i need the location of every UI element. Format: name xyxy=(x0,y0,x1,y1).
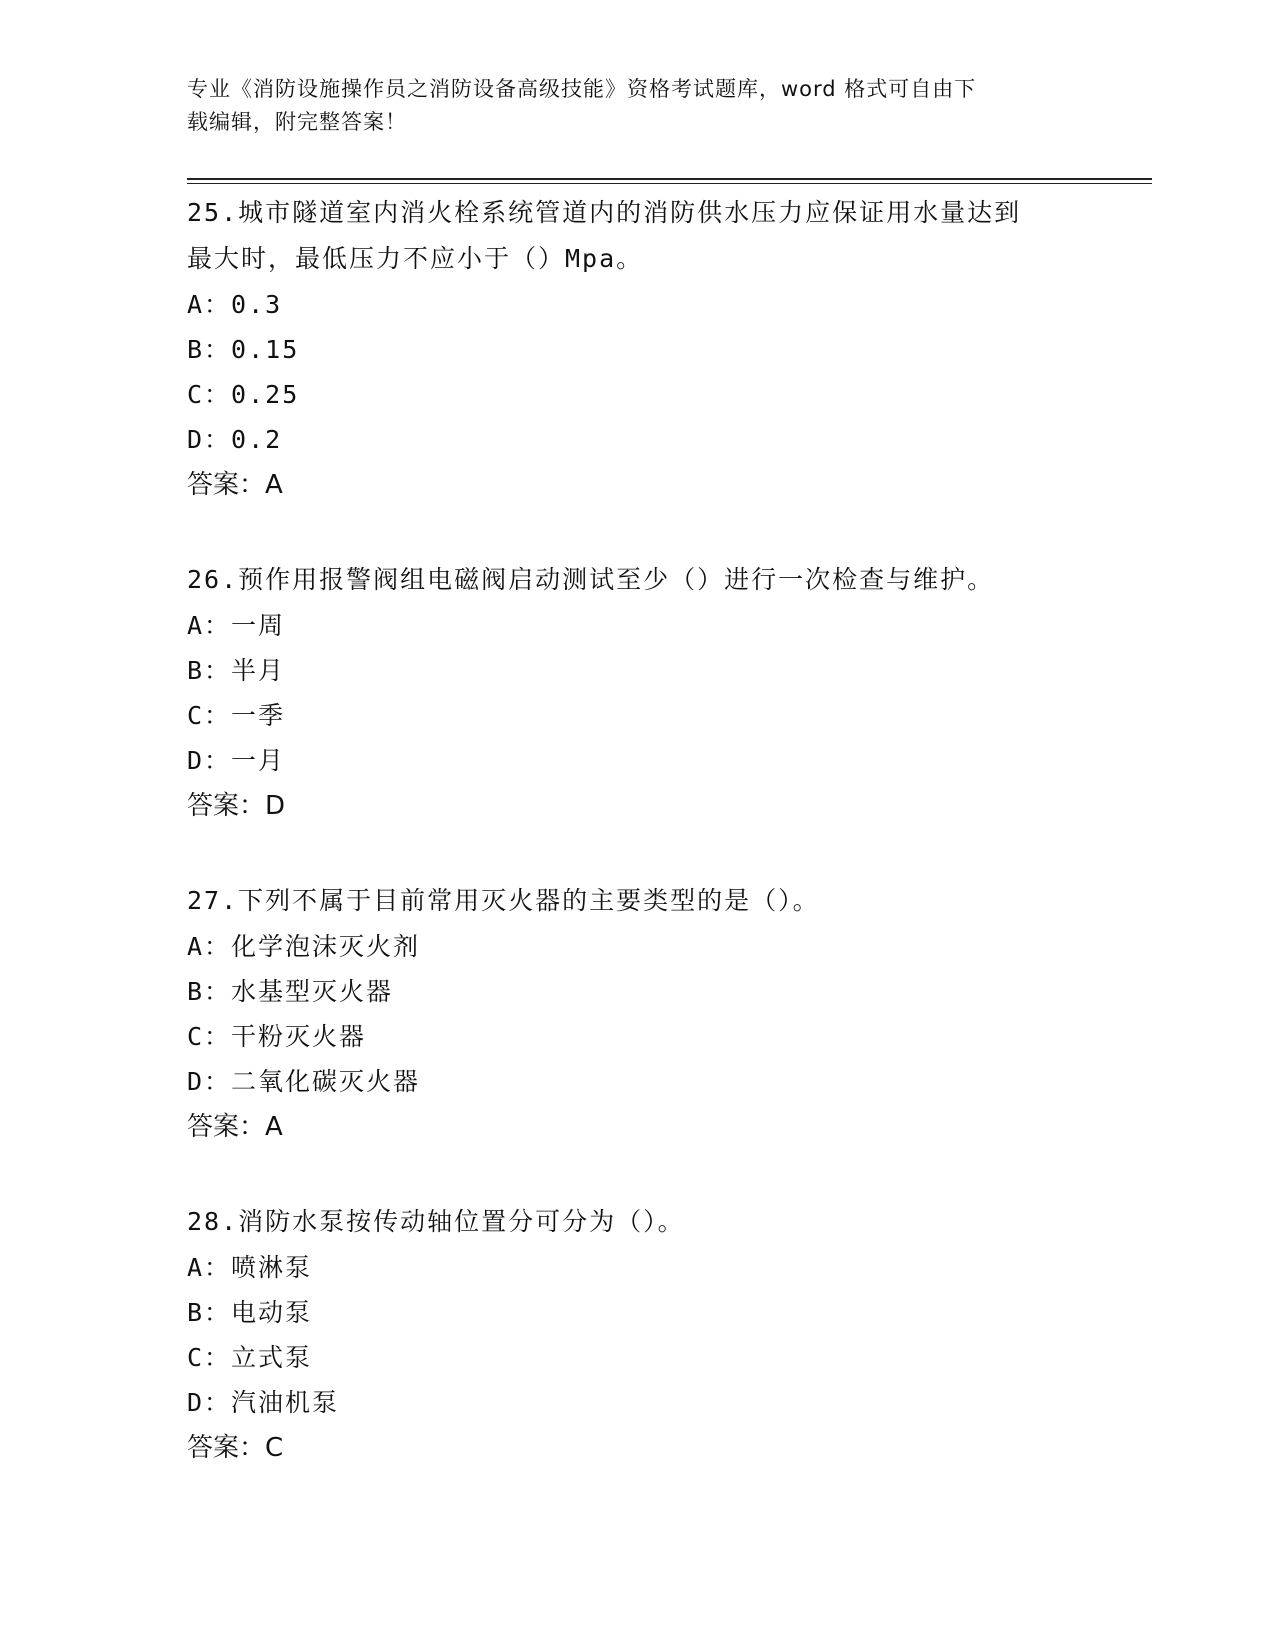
question-text: 27.下列不属于目前常用灭火器的主要类型的是（）。 xyxy=(187,886,820,915)
option-b: B：水基型灭火器 xyxy=(187,977,394,1006)
option-a: A：化学泡沫灭火剂 xyxy=(187,932,421,961)
question-26 xyxy=(187,557,1087,829)
option-d: D：二氧化碳灭火器 xyxy=(187,1067,421,1096)
option-b: B：半月 xyxy=(187,656,286,685)
header-line-1: 专业《消防设施操作员之消防设备高级技能》资格考试题库，word 格式可自由下 xyxy=(187,77,977,101)
question-text-line: 最大时，最低压力不应小于（）Mpa。 xyxy=(187,244,644,273)
question-25 xyxy=(187,190,1087,508)
document-header xyxy=(187,73,1067,139)
answer-label: 答案：C xyxy=(187,1433,284,1463)
question-text: 26.预作用报警阀组电磁阀启动测试至少（）进行一次检查与维护。 xyxy=(187,565,995,594)
question-text: 28.消防水泵按传动轴位置分可分为（）。 xyxy=(187,1207,685,1236)
question-28 xyxy=(187,1199,1087,1471)
answer-label: 答案：A xyxy=(187,470,283,500)
question-text-line: 25.城市隧道室内消火栓系统管道内的消防供水压力应保证用水量达到 xyxy=(187,198,1022,227)
option-d: D：0.2 xyxy=(187,425,283,454)
option-a: A：0.3 xyxy=(187,290,283,319)
option-d: D：汽油机泵 xyxy=(187,1388,340,1417)
option-c: C：0.25 xyxy=(187,380,300,409)
answer-label: 答案：D xyxy=(187,791,286,821)
header-divider-thin xyxy=(187,183,1152,184)
option-c: C：立式泵 xyxy=(187,1343,313,1372)
question-27 xyxy=(187,878,1087,1150)
option-b: B：0.15 xyxy=(187,335,300,364)
option-a: A：一周 xyxy=(187,611,286,640)
option-a: A：喷淋泵 xyxy=(187,1253,313,1282)
header-divider-thick xyxy=(187,178,1152,180)
option-d: D：一月 xyxy=(187,746,286,775)
answer-label: 答案：A xyxy=(187,1112,283,1142)
option-c: C：一季 xyxy=(187,701,286,730)
question-text xyxy=(187,190,1087,282)
question-list xyxy=(187,190,1087,1520)
header-line-2: 载编辑，附完整答案！ xyxy=(187,110,407,134)
option-c: C：干粉灭火器 xyxy=(187,1022,367,1051)
option-b: B：电动泵 xyxy=(187,1298,313,1327)
